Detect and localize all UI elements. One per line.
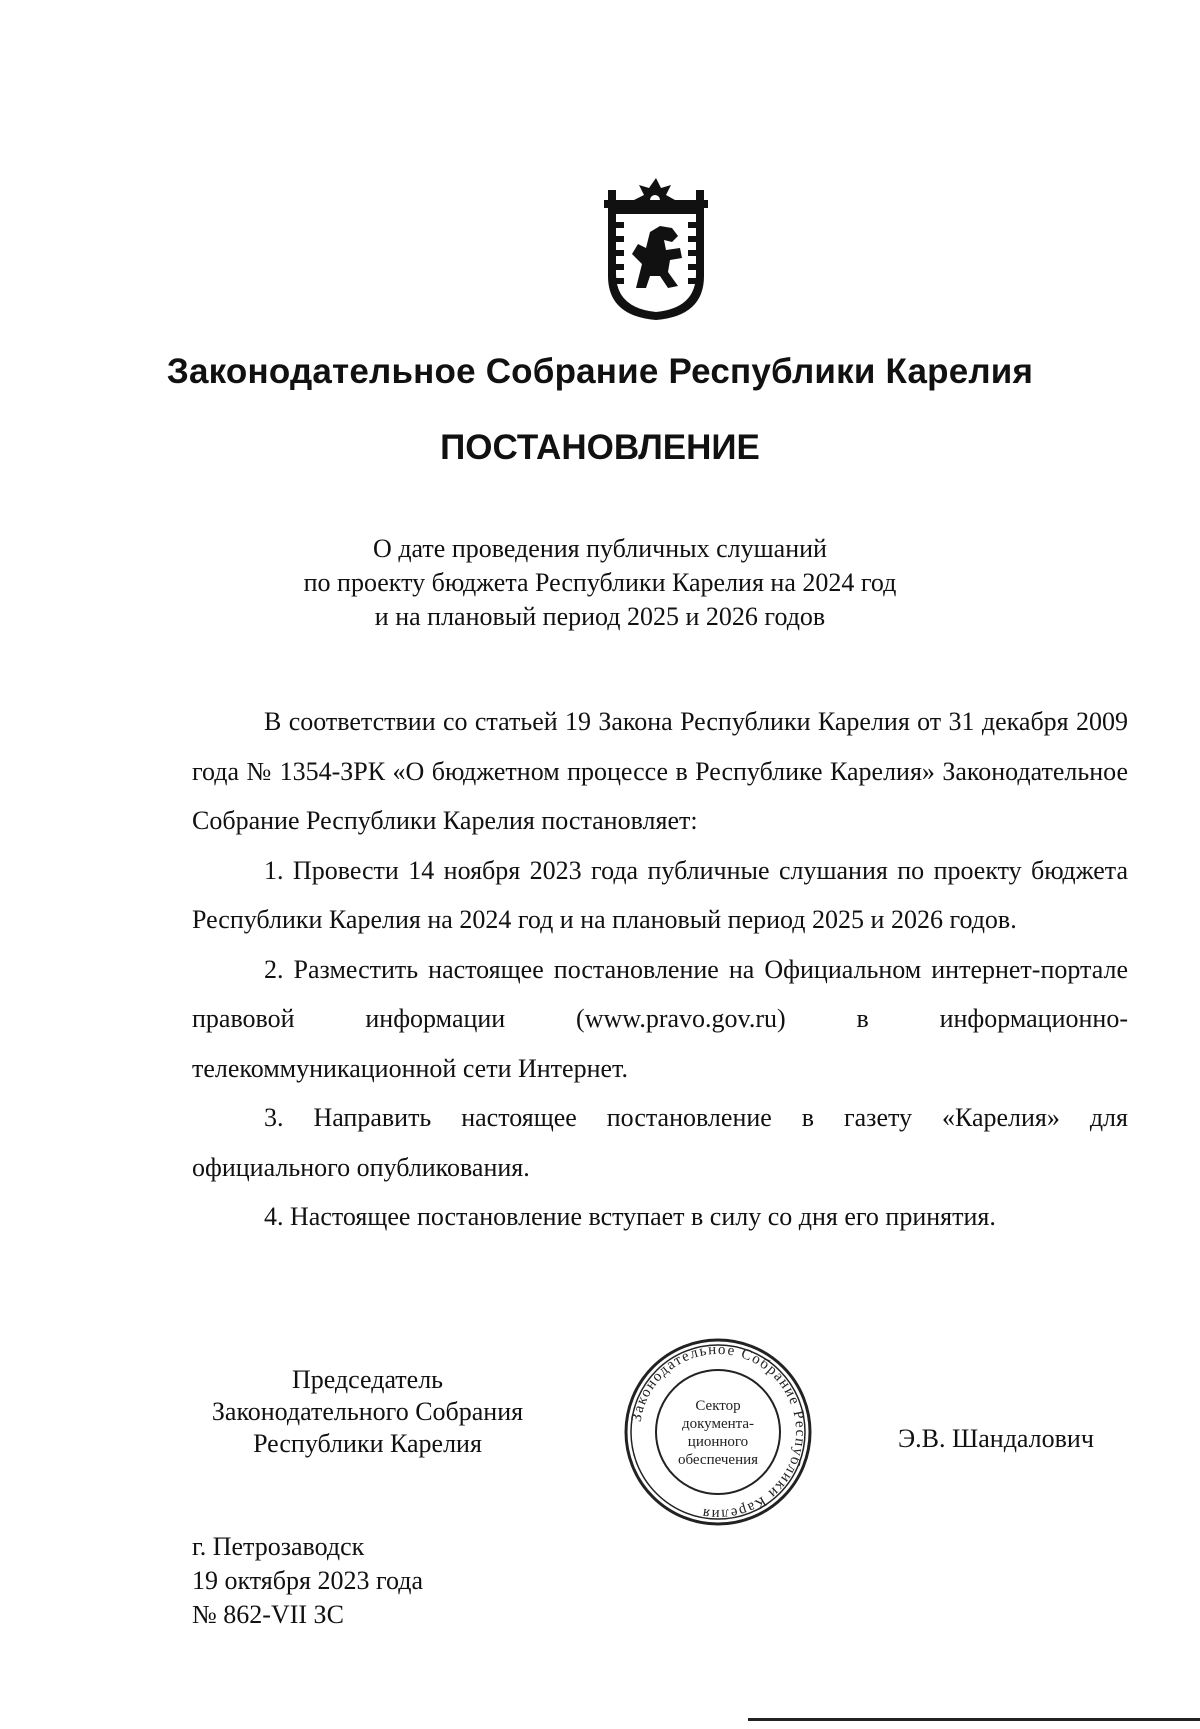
- position-line: Законодательного Собрания: [211, 1397, 524, 1426]
- document-body: [192, 697, 1128, 1242]
- signer-name: Э.В. Шандалович: [898, 1424, 1094, 1453]
- stamp-ring-text: Законодательное Собрание Республики Карелия: [628, 1341, 809, 1523]
- document-subject: [0, 532, 1200, 634]
- position-line: Республики Карелия: [253, 1429, 482, 1458]
- document-footer: [192, 1530, 423, 1632]
- stamp-inner-line: обеспечения: [677, 1452, 759, 1468]
- clause-paragraph: 3. Направить настоящее постановление в газету «Карелия» для официального опубликования.: [192, 1103, 1128, 1182]
- subject-line: и на плановый период 2025 и 2026 годов: [374, 602, 826, 631]
- place-of-adoption: г. Петрозаводск: [192, 1532, 365, 1561]
- clause-paragraph: 2. Разместить настоящее постановление на Официальном интернет-портале правовой информации (www.pravo.gov.ru) в информационно-телекоммуникационной сети Интернет.: [192, 954, 1128, 1083]
- preamble-paragraph: В соответствии со статьей 19 Закона Республики Карелия от 31 декабря 2009 года № 1354-ЗРК «О бюджетном процессе в Республике Карелия» Законодательное Собрание Республики Карелия постановляет:: [192, 707, 1128, 835]
- karelia-coat-of-arms-icon: [602, 176, 710, 322]
- clause-paragraph: 4. Настоящее постановление вступает в силу со дня его принятия.: [264, 1202, 996, 1231]
- document-type-title: ПОСТАНОВЛЕНИЕ: [440, 428, 760, 467]
- stamp-inner-line: Сектор: [695, 1398, 741, 1414]
- document-number: № 862-VII ЗС: [192, 1600, 344, 1629]
- stamp-inner-line: документа-: [681, 1416, 755, 1432]
- subject-line: О дате проведения публичных слушаний: [373, 534, 827, 563]
- subject-line: по проекту бюджета Республики Карелия на 2024 год: [303, 568, 897, 597]
- signatory-position: [180, 1364, 555, 1460]
- adoption-date: 19 октября 2023 года: [192, 1566, 423, 1595]
- organization-title: Законодательное Собрание Республики Карелия: [166, 352, 1034, 391]
- position-line: Председатель: [291, 1365, 444, 1394]
- stamp-inner-line: ционного: [687, 1434, 749, 1450]
- bottom-edge-line: [748, 1718, 1200, 1721]
- official-stamp-icon: [620, 1334, 816, 1530]
- clause-paragraph: 1. Провести 14 ноября 2023 года публичные слушания по проекту бюджета Республики Карелия на 2024 год и на плановый период 2025 и 2026 годов.: [192, 855, 1128, 934]
